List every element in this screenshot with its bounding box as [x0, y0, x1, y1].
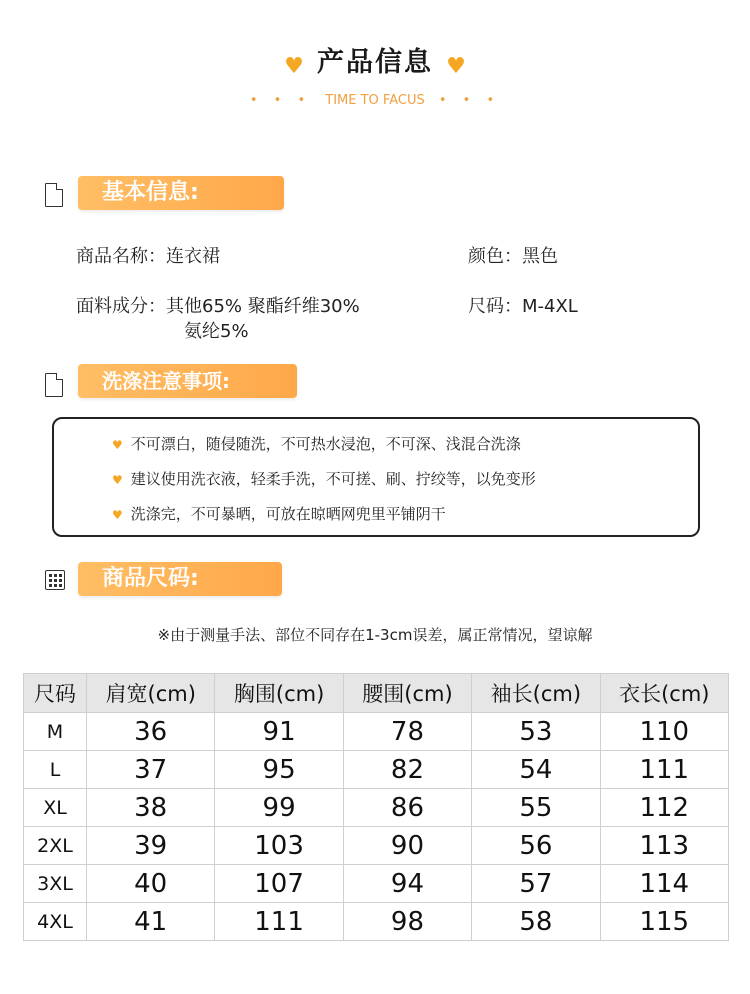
heart-bullet-icon: ♥	[112, 473, 123, 487]
heart-bullet-icon: ♥	[112, 508, 123, 522]
table-cell: 56	[472, 827, 600, 865]
column-header: 袖长(cm)	[472, 674, 600, 713]
wash-note	[112, 433, 521, 454]
size-table	[23, 673, 729, 941]
subtitle-text: TIME TO FACUS	[325, 93, 425, 108]
table-cell: 86	[343, 789, 471, 827]
product-name: 商品名称：连衣裙	[76, 246, 220, 267]
table-cell: 78	[343, 713, 471, 751]
table-cell: 114	[600, 865, 728, 903]
table-cell: 40	[87, 865, 215, 903]
table-cell: 37	[87, 751, 215, 789]
table-cell: 82	[343, 751, 471, 789]
table-cell: 55	[472, 789, 600, 827]
table-row	[24, 789, 729, 827]
table-row	[24, 713, 729, 751]
table-row	[24, 827, 729, 865]
table-cell: 115	[600, 903, 728, 941]
table-cell: 103	[215, 827, 343, 865]
table-cell: 53	[472, 713, 600, 751]
table-cell: 107	[215, 865, 343, 903]
calendar-grid-icon	[45, 570, 65, 590]
table-cell: 95	[215, 751, 343, 789]
table-cell: 98	[343, 903, 471, 941]
document-icon	[45, 373, 63, 397]
size-cell: 3XL	[24, 865, 87, 903]
table-header-row	[24, 674, 729, 713]
material-line-1: 面料成分：其他65% 聚酯纤维30%	[76, 296, 360, 317]
product-size-range: 尺码：M-4XL	[468, 296, 578, 317]
table-cell: 113	[600, 827, 728, 865]
column-header: 肩宽(cm)	[87, 674, 215, 713]
table-cell: 39	[87, 827, 215, 865]
wash-note-text: 不可漂白，随侵随洗，不可热水浸泡，不可深、浅混合洗涤	[130, 435, 521, 453]
size-cell: M	[24, 713, 87, 751]
column-header: 腰围(cm)	[343, 674, 471, 713]
table-row	[24, 751, 729, 789]
table-cell: 111	[215, 903, 343, 941]
table-cell: 111	[600, 751, 728, 789]
size-cell: XL	[24, 789, 87, 827]
section-banner-wash: 洗涤注意事项:	[78, 364, 297, 398]
wash-note-text: 洗涤完，不可暴晒，可放在晾晒网兜里平铺阴干	[130, 505, 446, 523]
table-cell: 41	[87, 903, 215, 941]
size-cell: L	[24, 751, 87, 789]
wash-notes-box	[52, 417, 700, 537]
material-line-2: 氨纶5%	[184, 321, 249, 342]
page-title: 产品信息	[317, 47, 433, 78]
size-cell: 4XL	[24, 903, 87, 941]
page-header	[0, 40, 750, 79]
heart-icon: ♥	[284, 54, 304, 79]
dots-decoration: • • •	[249, 93, 312, 108]
product-color: 颜色：黑色	[468, 246, 558, 267]
heart-icon: ♥	[446, 54, 466, 79]
table-cell: 57	[472, 865, 600, 903]
table-cell: 54	[472, 751, 600, 789]
table-cell: 110	[600, 713, 728, 751]
column-header: 尺码	[24, 674, 87, 713]
table-cell: 112	[600, 789, 728, 827]
wash-note	[112, 503, 446, 524]
dots-decoration: • • •	[438, 93, 501, 108]
column-header: 衣长(cm)	[600, 674, 728, 713]
page-subtitle	[0, 93, 750, 108]
table-cell: 58	[472, 903, 600, 941]
column-header: 胸围(cm)	[215, 674, 343, 713]
wash-note-text: 建议使用洗衣液，轻柔手洗，不可搓、刷、拧绞等，以免变形	[130, 470, 536, 488]
table-cell: 36	[87, 713, 215, 751]
table-cell: 99	[215, 789, 343, 827]
section-banner-size: 商品尺码:	[78, 562, 282, 596]
heart-bullet-icon: ♥	[112, 438, 123, 452]
document-icon	[45, 183, 63, 207]
table-cell: 91	[215, 713, 343, 751]
table-cell: 94	[343, 865, 471, 903]
size-cell: 2XL	[24, 827, 87, 865]
table-row	[24, 865, 729, 903]
wash-note	[112, 468, 536, 489]
table-row	[24, 903, 729, 941]
table-cell: 38	[87, 789, 215, 827]
table-cell: 90	[343, 827, 471, 865]
section-banner-basic: 基本信息:	[78, 176, 284, 210]
measurement-note: ※由于测量手法、部位不同存在1-3cm误差，属正常情况，望谅解	[157, 626, 593, 644]
